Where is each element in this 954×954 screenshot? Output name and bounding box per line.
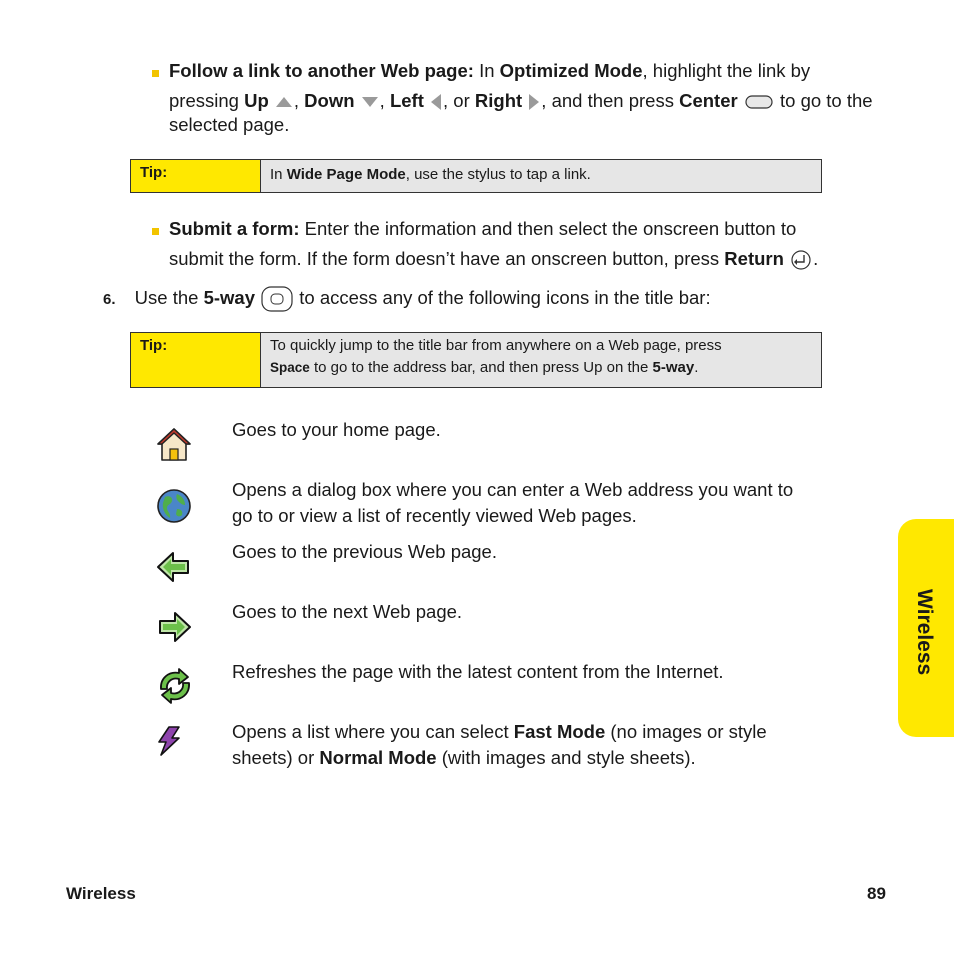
down-triangle-icon [360, 95, 380, 109]
text: to go to the [774, 90, 873, 111]
up-triangle-icon [274, 95, 294, 109]
text: submit the form. If the form doesn’t have an onscreen button, press [169, 248, 725, 269]
bullet-marker [152, 228, 159, 235]
icon-description: Goes to the previous Web page. [232, 541, 497, 562]
text: (no images or style sheets) or [232, 721, 767, 768]
forward-arrow-icon [155, 609, 193, 645]
text: , highlight the link by [642, 60, 811, 81]
tip-box [130, 332, 822, 388]
home-icon [155, 425, 193, 463]
text: (with images and style sheets). [436, 747, 696, 768]
bullet-marker [152, 70, 159, 77]
return-key-icon [789, 249, 813, 271]
text: In [473, 60, 500, 81]
text: Opens a list where you can select [232, 721, 514, 742]
text: , use the stylus to tap a link. [405, 166, 591, 183]
text: to access any of the following icons in the title bar: [294, 287, 711, 308]
footer-section-title: Wireless [66, 884, 136, 903]
normal-mode-term: Normal Mode [319, 747, 437, 768]
globe-icon [155, 487, 193, 525]
text: . [813, 248, 819, 269]
text: Enter the information and then select the onscreen button to [299, 218, 797, 239]
space-key: Space [270, 360, 310, 375]
tip-label: Tip: [131, 160, 261, 192]
optimized-mode-term: Optimized Mode [499, 60, 643, 81]
text: , or [443, 90, 475, 111]
text: , [379, 90, 390, 111]
wide-page-mode-term: Wide Page Mode [286, 166, 406, 183]
fast-mode-term: Fast Mode [513, 721, 606, 742]
page-number: 89 [867, 884, 886, 903]
five-way-key: 5-way [203, 287, 255, 308]
bullet-lead: Submit a form: [169, 218, 300, 239]
five-way-key: 5-way [652, 359, 695, 376]
side-tab-label: Wireless [913, 589, 936, 676]
icon-description [232, 719, 812, 771]
back-arrow-icon [155, 549, 193, 585]
tip-label: Tip: [131, 333, 261, 387]
text: In [270, 166, 287, 183]
section-side-tab [898, 519, 954, 737]
text: , [293, 90, 305, 111]
lightning-icon [155, 725, 185, 757]
five-way-navigator-icon [260, 285, 294, 313]
text: , and then press [541, 90, 680, 111]
right-key: Right [474, 90, 523, 111]
right-triangle-icon [527, 93, 541, 111]
refresh-icon [155, 667, 195, 705]
up-key: Up [244, 90, 269, 111]
text: Use the [134, 287, 204, 308]
bullet-lead: Follow a link to another Web page: [169, 60, 474, 81]
step-6 [103, 284, 863, 314]
left-key: Left [389, 90, 424, 111]
tip-text [261, 333, 821, 387]
down-key: Down [304, 90, 355, 111]
icon-description: Goes to the next Web page. [232, 601, 463, 622]
step-number: 6. [103, 291, 116, 308]
bullet-submit-form [169, 215, 899, 273]
icon-description: Opens a dialog box where you can enter a Web address you want to go to or view a list of recently viewed Web pages. [232, 479, 794, 526]
icon-description: Refreshes the page with the latest content from the Internet. [232, 661, 724, 682]
center-key: Center [679, 90, 738, 111]
center-button-icon [743, 93, 775, 111]
text: . [694, 359, 699, 376]
tip-box [130, 159, 822, 193]
text: selected page. [169, 114, 290, 135]
text: To quickly jump to the title bar from anywhere on a Web page, press [270, 337, 722, 354]
left-triangle-icon [429, 93, 443, 111]
return-key: Return [724, 248, 784, 269]
text: pressing [169, 90, 245, 111]
text: to go to the address bar, and then press Up on the [309, 359, 653, 376]
icon-description: Goes to your home page. [232, 419, 441, 440]
tip-text [261, 160, 821, 192]
bullet-follow-link [169, 57, 899, 139]
